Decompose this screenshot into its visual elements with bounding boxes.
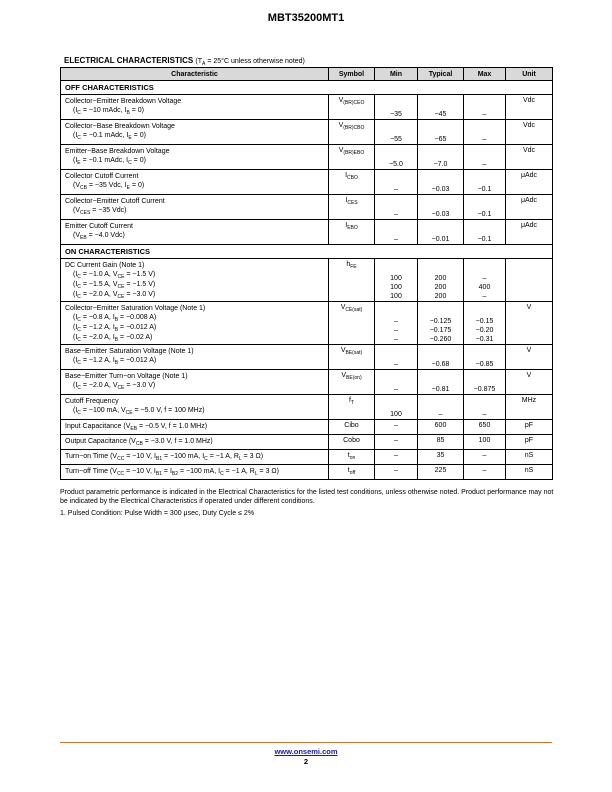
footnote-1: 1. Pulsed Condition: Pulse Width = 300 μsec, Duty Cycle ≤ 2% [60, 510, 255, 517]
symbol-cell: Cobo [329, 435, 375, 450]
col-characteristic: Characteristic [61, 68, 329, 81]
min-cell: – [375, 370, 418, 395]
min-cell: −5.0 [375, 145, 418, 170]
unit-cell: μAdc [506, 195, 553, 220]
max-cell: −0.85 [464, 345, 506, 370]
table-row [61, 450, 553, 465]
electrical-characteristics-table [60, 67, 553, 480]
test-condition: ($I_C = -0.1$ mAdc, $I_E = 0$) [73, 132, 146, 141]
symbol-cell: Cibo [329, 420, 375, 435]
typ-cell: −7.0 [418, 145, 464, 170]
test-condition: ($I_C = -0.8$ A, $I_B = -0.008$ A) [73, 314, 157, 323]
symbol-cell: $h_{FE}$ [329, 259, 375, 302]
test-condition: ($V_{CES} = -35$ Vdc) [73, 207, 127, 216]
max-cell: 100 [464, 435, 506, 450]
website-link[interactable]: www.onsemi.com [274, 747, 338, 756]
symbol-cell: $t_{on}$ [329, 450, 375, 465]
min-cell: – [375, 195, 418, 220]
max-cell: – [464, 145, 506, 170]
characteristic-cell: Collector−Emitter Cutoff Current ($V_{CES} = -35$ Vdc) [61, 195, 329, 220]
test-condition: ($I_C = -2.0$ A, $I_B = -0.02$ A) [73, 334, 153, 343]
unit-cell: V [506, 370, 553, 395]
unit-cell [506, 259, 553, 302]
test-condition: ($V_{EB} = -4.0$ Vdc) [73, 232, 125, 241]
unit-cell: MHz [506, 395, 553, 420]
unit-cell: nS [506, 450, 553, 465]
typ-cell: 85 [418, 435, 464, 450]
col-min: Min [375, 68, 418, 81]
col-symbol: Symbol [329, 68, 375, 81]
typ-cell: −0.03 [418, 170, 464, 195]
characteristic-cell: Collector Cutoff Current ($V_{CB} = -35$ Vdc, $I_E = 0$) [61, 170, 329, 195]
max-cell: −0.875 [464, 370, 506, 395]
min-cell: – [375, 220, 418, 245]
test-condition: ($I_C = -10$ mAdc, $I_B = 0$) [73, 107, 144, 116]
unit-cell: Vdc [506, 145, 553, 170]
test-condition: ($I_C = -1.2$ A, $I_B = -0.012$ A) [73, 357, 157, 366]
table-row [61, 435, 553, 450]
typ-cell: 225 [418, 465, 464, 480]
table-row [61, 195, 553, 220]
typ-cell: – [418, 395, 464, 420]
page-number: 2 [303, 757, 309, 766]
table-header-row [61, 68, 553, 81]
min-cell: −55 [375, 120, 418, 145]
symbol-cell: $f_T$ [329, 395, 375, 420]
characteristic-cell: Collector−Emitter Breakdown Voltage ($I_C = -10$ mAdc, $I_B = 0$) [61, 95, 329, 120]
characteristic-cell: Base−Emitter Saturation Voltage (Note 1) ($I_C = -1.2$ A, $I_B = -0.012$ A) [61, 345, 329, 370]
unit-cell: Vdc [506, 120, 553, 145]
ec-title-text: ELECTRICAL CHARACTERISTICS [64, 56, 194, 65]
table-row [61, 395, 553, 420]
min-cell: – [375, 345, 418, 370]
section-off-title: OFF CHARACTERISTICS [61, 81, 553, 95]
characteristic-cell: Collector−Base Breakdown Voltage ($I_C = -0.1$ mAdc, $I_E = 0$) [61, 120, 329, 145]
unit-cell: μAdc [506, 220, 553, 245]
test-condition: ($I_C = -1.5$ A, $V_{CE} = -1.5$ V) [73, 281, 156, 290]
typ-cell: −0.01 [418, 220, 464, 245]
footer-divider [60, 742, 552, 743]
section-row [61, 245, 553, 259]
typ-cell: −0.68 [418, 345, 464, 370]
min-cell: – [375, 435, 418, 450]
typ-cell: 200 200 200 [418, 259, 464, 302]
typ-cell: 600 [418, 420, 464, 435]
test-condition: ($I_C = -1.0$ A, $V_{CE} = -1.5$ V) [73, 271, 156, 280]
disclaimer-text: Product parametric performance is indicated in the Electrical Characteristics for the listed test conditions, unless otherwise noted. Product performance may not be indicated by the Electrical Characteristics if operated under different conditions. [60, 489, 554, 505]
unit-cell: pF [506, 420, 553, 435]
unit-cell: nS [506, 465, 553, 480]
min-cell: – [375, 170, 418, 195]
typ-cell: −0.81 [418, 370, 464, 395]
symbol-cell: $V_{(BR)EBO}$ [329, 145, 375, 170]
document-title: MBT35200MT1 [267, 12, 345, 24]
unit-cell: V [506, 302, 553, 345]
min-cell: – [375, 420, 418, 435]
characteristic-cell: Input Capacitance ($V_{EB} = -0.5$ V, f = 1.0 MHz) [61, 420, 329, 435]
max-cell: – [464, 465, 506, 480]
table-row [61, 420, 553, 435]
characteristic-cell: Turn−on Time ($V_{CC} = -10$ V, $I_{B1} = -100$ mA, $I_C = -1$ A, $R_L = 3$ Ω) [61, 450, 329, 465]
section-row [61, 81, 553, 95]
symbol-cell: $I_{EBO}$ [329, 220, 375, 245]
characteristic-cell: DC Current Gain (Note 1) ($I_C = -1.0$ A, $V_{CE} = -1.5$ V) ($I_C = -1.5$ A, $V_{CE} = -1.5$ V) ($I_C = -2.0$ A, $V_{CE} = -3.0$ V) [61, 259, 329, 302]
unit-cell: pF [506, 435, 553, 450]
min-cell: 100 [375, 395, 418, 420]
characteristic-cell: Base−Emitter Turn−on Voltage (Note 1) ($I_C = -2.0$ A, $V_{CE} = -3.0$ V) [61, 370, 329, 395]
symbol-cell: $t_{off}$ [329, 465, 375, 480]
max-cell: – [464, 95, 506, 120]
characteristic-cell: Emitter Cutoff Current ($V_{EB} = -4.0$ Vdc) [61, 220, 329, 245]
max-cell: 650 [464, 420, 506, 435]
characteristic-cell: Output Capacitance ($V_{CB} = -3.0$ V, f = 1.0 MHz) [61, 435, 329, 450]
symbol-cell: $V_{BE(on)}$ [329, 370, 375, 395]
col-unit: Unit [506, 68, 553, 81]
table-row [61, 259, 553, 302]
max-cell: −0.1 [464, 170, 506, 195]
characteristic-cell: Turn−off Time ($V_{CC} = -10$ V, $I_{B1} = I_{B2} = -100$ mA, $I_C = -1$ A, $R_L = 3$ Ω) [61, 465, 329, 480]
typ-cell: 35 [418, 450, 464, 465]
test-condition: ($I_C = -2.0$ A, $V_{CE} = -3.0$ V) [73, 291, 156, 300]
typ-cell: −65 [418, 120, 464, 145]
min-cell: −35 [375, 95, 418, 120]
table-row [61, 370, 553, 395]
col-typical: Typical [418, 68, 464, 81]
table-row [61, 465, 553, 480]
table-row [61, 95, 553, 120]
section-on-title: ON CHARACTERISTICS [61, 245, 553, 259]
test-condition: ($V_{CB} = -35$ Vdc, $I_E = 0$) [73, 182, 145, 191]
ec-title-condition: ($T_A = 25^\circ C$ unless otherwise noted) [195, 58, 305, 67]
table-row [61, 345, 553, 370]
table-row [61, 302, 553, 345]
characteristic-cell: Collector−Emitter Saturation Voltage (Note 1) ($I_C = -0.8$ A, $I_B = -0.008$ A) ($I_C = -1.2$ A, $I_B = -0.012$ A) ($I_C = -2.0$ A, $I_B = -0.02$ A) [61, 302, 329, 345]
symbol-cell: $V_{BE(sat)}$ [329, 345, 375, 370]
unit-cell: Vdc [506, 95, 553, 120]
symbol-cell: $I_{CBO}$ [329, 170, 375, 195]
typ-cell: −0.03 [418, 195, 464, 220]
characteristic-cell: Emitter−Base Breakdown Voltage ($I_E = -0.1$ mAdc, $I_C = 0$) [61, 145, 329, 170]
max-cell: −0.1 [464, 220, 506, 245]
min-cell: – – – [375, 302, 418, 345]
typ-cell: −45 [418, 95, 464, 120]
test-condition: ($I_C = -1.2$ A, $I_B = -0.012$ A) [73, 324, 157, 333]
max-cell: – [464, 120, 506, 145]
table-row [61, 120, 553, 145]
symbol-cell: $I_{CES}$ [329, 195, 375, 220]
col-max: Max [464, 68, 506, 81]
min-cell: – [375, 465, 418, 480]
symbol-cell: $V_{(BR)CBO}$ [329, 120, 375, 145]
symbol-cell: $V_{CE(sat)}$ [329, 302, 375, 345]
unit-cell: V [506, 345, 553, 370]
test-condition: ($I_C = -100$ mA, $V_{CE} = -5.0$ V, f = 100 MHz) [73, 407, 205, 416]
test-condition: ($I_E = -0.1$ mAdc, $I_C = 0$) [73, 157, 146, 166]
characteristic-cell: Cutoff Frequency ($I_C = -100$ mA, $V_{CE} = -5.0$ V, f = 100 MHz) [61, 395, 329, 420]
test-condition: ($I_C = -2.0$ A, $V_{CE} = -3.0$ V) [73, 382, 156, 391]
min-cell: – [375, 450, 418, 465]
symbol-cell: $V_{(BR)CEO}$ [329, 95, 375, 120]
table-row [61, 145, 553, 170]
max-cell: −0.15 −0.20 −0.31 [464, 302, 506, 345]
unit-cell: μAdc [506, 170, 553, 195]
table-row [61, 220, 553, 245]
max-cell: – [464, 450, 506, 465]
min-cell: 100 100 100 [375, 259, 418, 302]
electrical-characteristics-title [64, 56, 305, 65]
max-cell: −0.1 [464, 195, 506, 220]
table-row [61, 170, 553, 195]
typ-cell: −0.125 −0.175 −0.260 [418, 302, 464, 345]
max-cell: – [464, 395, 506, 420]
max-cell: – 400 – [464, 259, 506, 302]
